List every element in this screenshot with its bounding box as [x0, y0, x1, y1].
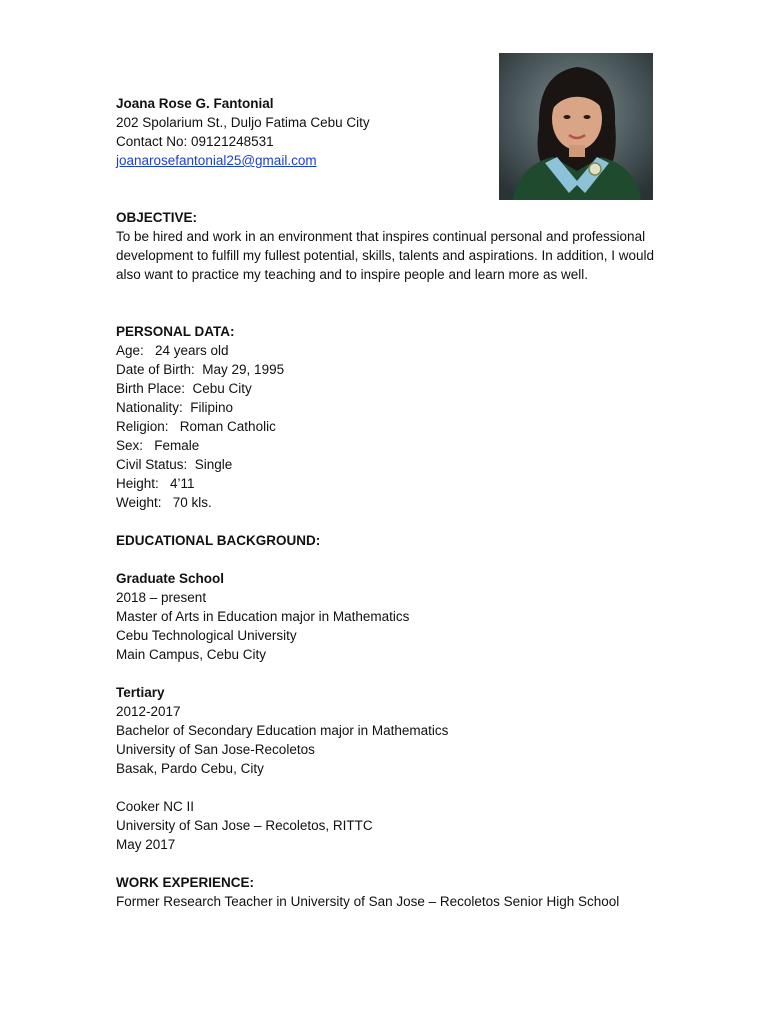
objective-heading: OBJECTIVE:	[116, 210, 198, 225]
personal-data-heading: PERSONAL DATA:	[116, 324, 235, 339]
graduate-line: Main Campus, Cebu City	[116, 647, 267, 662]
personal-item: Religion: Roman Catholic	[116, 419, 276, 434]
personal-item: Civil Status: Single	[116, 457, 233, 472]
certificate-line: University of San Jose – Recoletos, RITTC	[116, 818, 373, 833]
graduate-line: Master of Arts in Education major in Mathematics	[116, 609, 410, 624]
work-experience-heading: WORK EXPERIENCE:	[116, 875, 255, 890]
resume-content	[116, 94, 676, 911]
certificate-line: May 2017	[116, 837, 176, 852]
tertiary-line: Basak, Pardo Cebu, City	[116, 761, 264, 776]
tertiary-line: University of San Jose-Recoletos	[116, 742, 315, 757]
tertiary-title: Tertiary	[116, 685, 165, 700]
personal-item: Age: 24 years old	[116, 343, 229, 358]
personal-item: Date of Birth: May 29, 1995	[116, 362, 285, 377]
graduate-school-title: Graduate School	[116, 571, 225, 586]
education-heading: EDUCATIONAL BACKGROUND:	[116, 533, 321, 548]
personal-item: Height: 4’11	[116, 476, 195, 491]
personal-item: Weight: 70 kls.	[116, 495, 212, 510]
personal-item: Sex: Female	[116, 438, 200, 453]
applicant-name: Joana Rose G. Fantonial	[116, 96, 274, 111]
certificate-line: Cooker NC II	[116, 799, 195, 814]
tertiary-line: 2012-2017	[116, 704, 181, 719]
tertiary-line: Bachelor of Secondary Education major in Mathematics	[116, 723, 449, 738]
address: 202 Spolarium St., Duljo Fatima Cebu City	[116, 115, 370, 130]
graduate-line: Cebu Technological University	[116, 628, 297, 643]
contact-number: Contact No: 09121248531	[116, 134, 274, 149]
objective-text: To be hired and work in an environment that inspires continual personal and professional development to fulfill my fullest potential, skills, talents and aspirations. In addition, I would also want to practice my teaching and to inspire people and learn more as well.	[116, 229, 655, 282]
email-link[interactable]: joanarosefantonial25@gmail.com	[116, 153, 317, 168]
personal-item: Birth Place: Cebu City	[116, 381, 252, 396]
work-experience-text: Former Research Teacher in University of San Jose – Recoletos Senior High School	[116, 894, 620, 909]
graduate-line: 2018 – present	[116, 590, 207, 605]
personal-item: Nationality: Filipino	[116, 400, 234, 415]
